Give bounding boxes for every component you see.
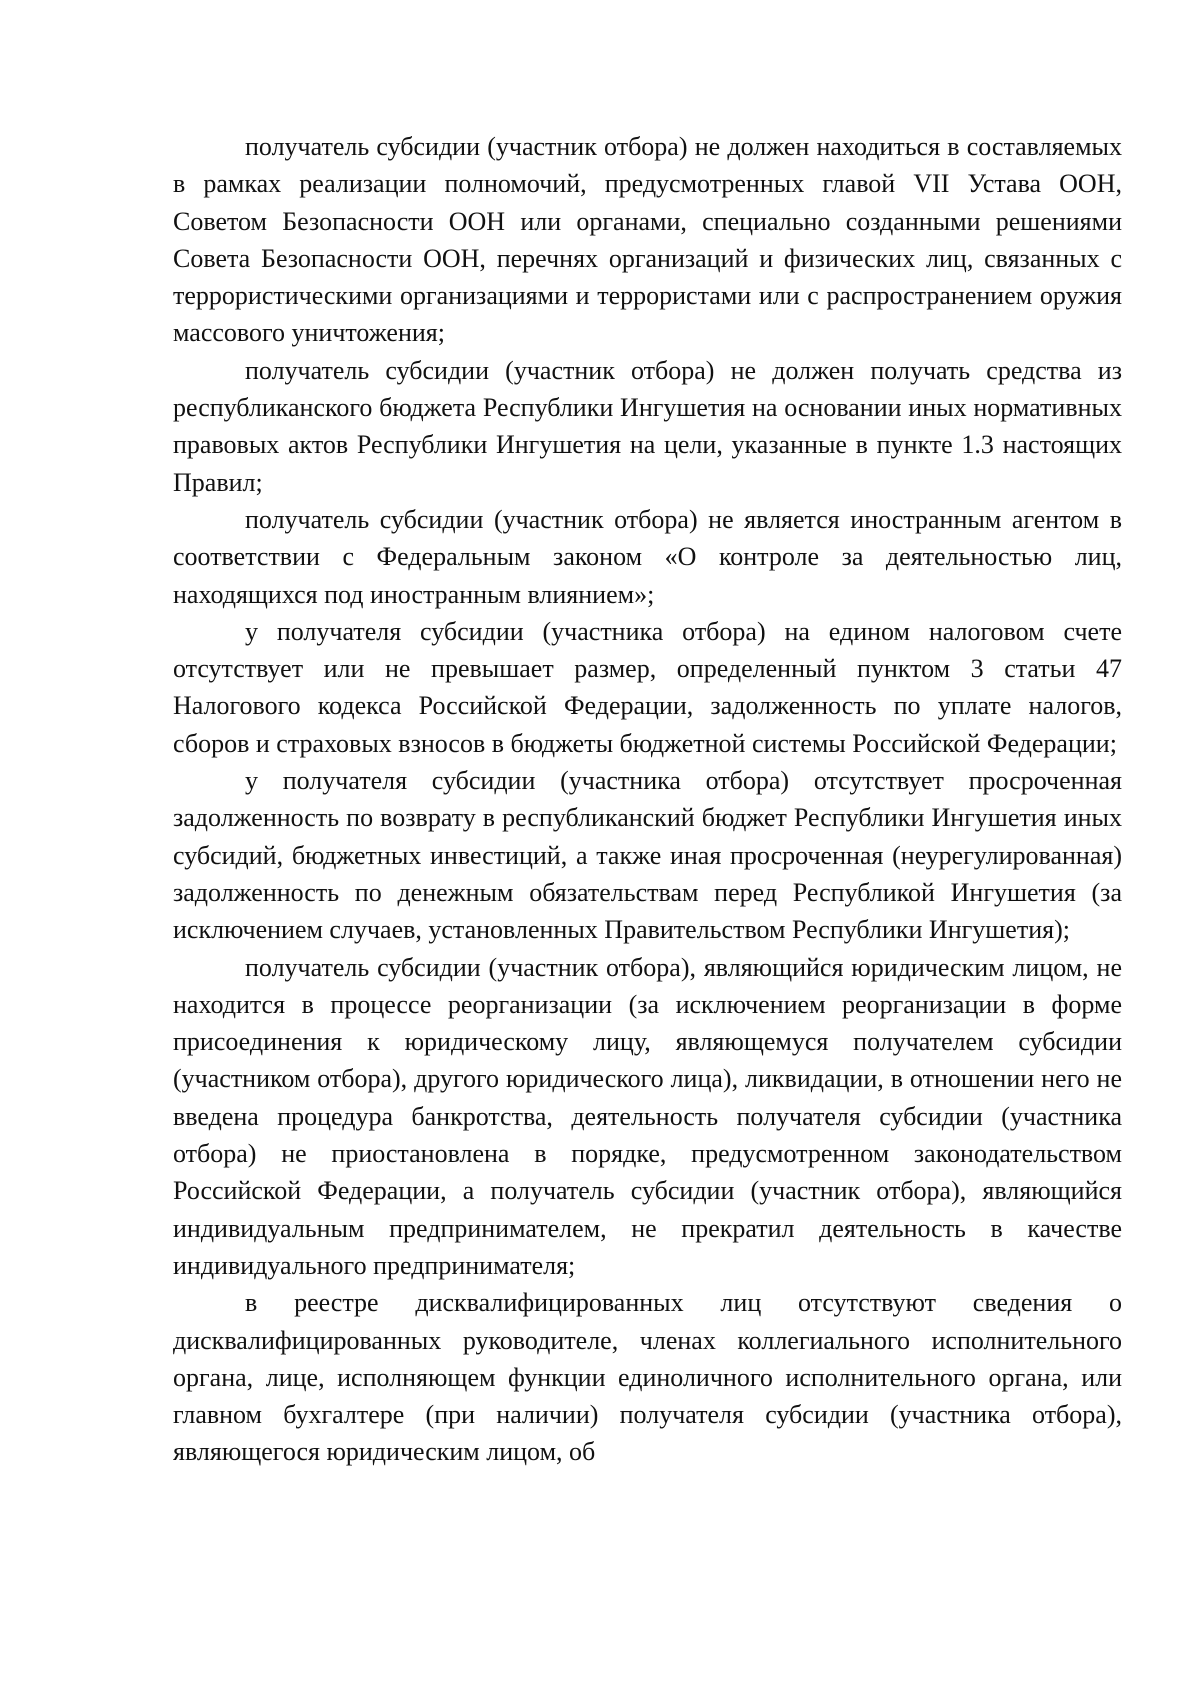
- paragraph-disqualified-persons: в реестре дисквалифицированных лиц отсутствуют сведения о дисквалифицированных руководителе, членах коллегиального исполнительного органа, лице, исполняющем функции единоличного исполнительного органа, или главном бухгалтере (при наличии) получателя субсидии (участника отбора), являющегося юридическим лицом, об: [173, 1288, 1122, 1467]
- paragraph-no-other-budget-funds: получатель субсидии (участник отбора) не должен получать средства из республиканского бюджета Республики Ингушетия на основании иных нормативных правовых актов Республики Ингушетия на цели, указанные в пункте 1.3 настоящих Правил;: [173, 355, 1122, 497]
- paragraph-reorganization-status: получатель субсидии (участник отбора), являющийся юридическим лицом, не находится в процессе реорганизации (за исключением реорганизации в форме присоединения к юридическому лицу, являющемуся получателем субсидии (участником отбора), другого юридического лица), ликвидации, в отношении него не введена процедура банкротства, деятельность получателя субсидии (участника отбора) не приостановлена в порядке, предусмотренном законодательством Российской Федерации, а получатель субсидии (участник отбора), являющийся индивидуальным предпринимателем, не прекратил деятельность в качестве индивидуального предпринимателя;: [173, 952, 1122, 1280]
- paragraph-not-foreign-agent: получатель субсидии (участник отбора) не является иностранным агентом в соответствии с Федеральным законом «О контроле за деятельностью лиц, находящихся под иностранным влиянием»;: [173, 504, 1122, 609]
- paragraph-overdue-debt: у получателя субсидии (участника отбора) отсутствует просроченная задолженность по возврату в республиканский бюджет Республики Ингушетия иных субсидий, бюджетных инвестиций, а также иная просроченная (неурегулированная) задолженность по денежным обязательствам перед Республикой Ингушетия (за исключением случаев, установленных Правительством Республики Ингушетия);: [173, 766, 1122, 945]
- document-body: [173, 128, 1122, 1471]
- paragraph-tax-debt: у получателя субсидии (участника отбора) на едином налоговом счете отсутствует или не превышает размер, определенный пунктом 3 статьи 47 Налогового кодекса Российской Федерации, задолженность по уплате налогов, сборов и страховых взносов в бюджеты бюджетной системы Российской Федерации;: [173, 616, 1122, 758]
- paragraph-un-sanctions-list: получатель субсидии (участник отбора) не должен находиться в составляемых в рамках реализации полномочий, предусмотренных главой VII Устава ООН, Советом Безопасности ООН или органами, специально созданными решениями Совета Безопасности ООН, перечнях организаций и физических лиц, связанных с террористическими организациями и террористами или с распространением оружия массового уничтожения;: [173, 132, 1122, 348]
